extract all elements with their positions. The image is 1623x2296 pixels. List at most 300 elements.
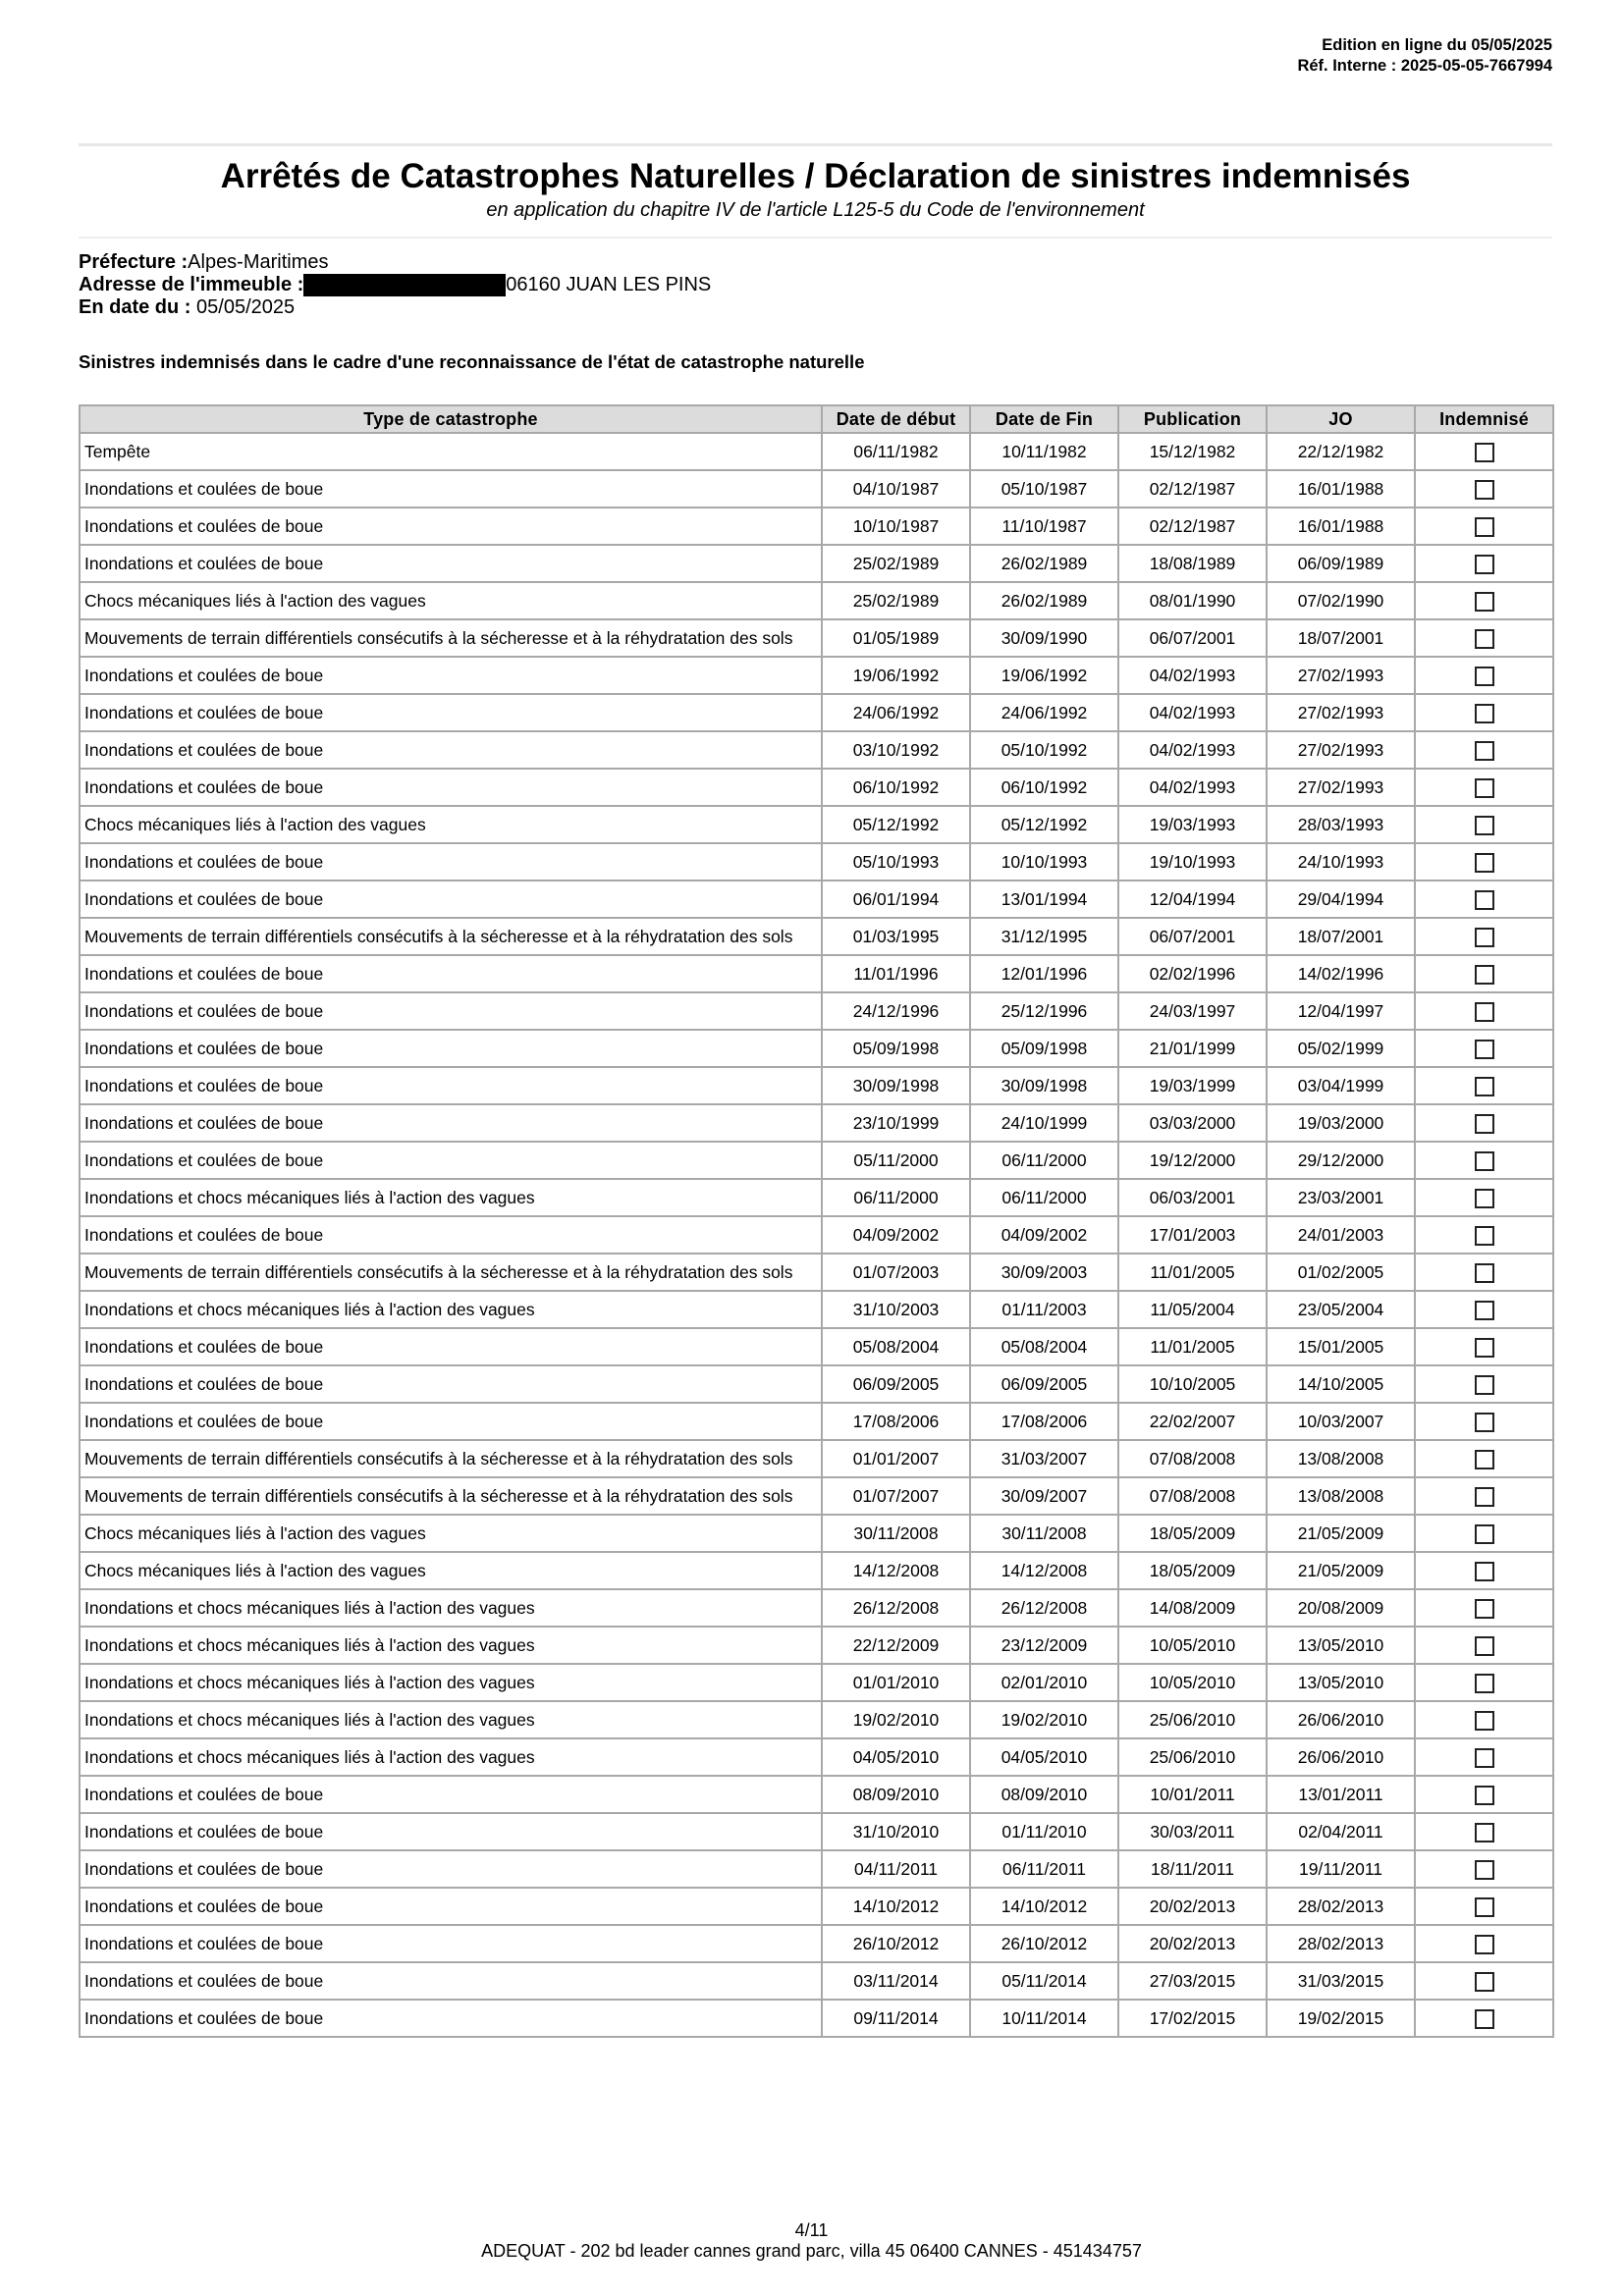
- indemnified-checkbox[interactable]: [1475, 741, 1494, 761]
- cell-start-date: 05/11/2000: [822, 1142, 970, 1179]
- cell-end-date: 30/09/1990: [970, 619, 1118, 657]
- cell-publication: 18/08/1989: [1118, 545, 1267, 582]
- cell-start-date: 26/12/2008: [822, 1589, 970, 1627]
- table-row: [80, 582, 1553, 619]
- cell-jo: 13/05/2010: [1267, 1664, 1415, 1701]
- cell-end-date: 02/01/2010: [970, 1664, 1118, 1701]
- header-publication: Publication: [1118, 405, 1267, 433]
- cell-end-date: 01/11/2003: [970, 1291, 1118, 1328]
- indemnified-checkbox[interactable]: [1475, 1151, 1494, 1171]
- cell-end-date: 01/11/2010: [970, 1813, 1118, 1850]
- catastrophe-table: [79, 404, 1554, 2038]
- cell-start-date: 01/03/1995: [822, 918, 970, 955]
- indemnified-checkbox[interactable]: [1475, 1786, 1494, 1805]
- cell-type: Inondations et coulées de boue: [80, 1328, 822, 1365]
- cell-end-date: 19/06/1992: [970, 657, 1118, 694]
- cell-end-date: 05/11/2014: [970, 1962, 1118, 2000]
- subtitle-divider: [79, 237, 1552, 239]
- indemnified-checkbox[interactable]: [1475, 480, 1494, 500]
- cell-type: Inondations et coulées de boue: [80, 769, 822, 806]
- cell-end-date: 06/10/1992: [970, 769, 1118, 806]
- table-row: [80, 2000, 1553, 2037]
- indemnified-checkbox[interactable]: [1475, 1375, 1494, 1395]
- cell-type: Mouvements de terrain différentiels consécutifs à la sécheresse et à la réhydratation des sols: [80, 1477, 822, 1515]
- cell-indemnified: [1415, 657, 1553, 694]
- address-row: [79, 274, 711, 296]
- top-divider: [79, 143, 1552, 146]
- cell-indemnified: [1415, 1776, 1553, 1813]
- cell-indemnified: [1415, 1291, 1553, 1328]
- cell-start-date: 26/10/2012: [822, 1925, 970, 1962]
- prefecture-label: Préfecture :: [79, 251, 189, 273]
- cell-publication: 08/01/1990: [1118, 582, 1267, 619]
- cell-publication: 19/12/2000: [1118, 1142, 1267, 1179]
- cell-publication: 10/05/2010: [1118, 1627, 1267, 1664]
- cell-end-date: 26/02/1989: [970, 545, 1118, 582]
- cell-start-date: 01/01/2007: [822, 1440, 970, 1477]
- table-row: [80, 1515, 1553, 1552]
- cell-jo: 05/02/1999: [1267, 1030, 1415, 1067]
- cell-indemnified: [1415, 731, 1553, 769]
- cell-publication: 19/10/1993: [1118, 843, 1267, 881]
- cell-jo: 21/05/2009: [1267, 1552, 1415, 1589]
- cell-jo: 22/12/1982: [1267, 433, 1415, 470]
- cell-type: Inondations et coulées de boue: [80, 545, 822, 582]
- cell-end-date: 25/12/1996: [970, 992, 1118, 1030]
- cell-start-date: 22/12/2009: [822, 1627, 970, 1664]
- indemnified-checkbox[interactable]: [1475, 1636, 1494, 1656]
- address-label: Adresse de l'immeuble :: [79, 274, 304, 295]
- cell-start-date: 19/02/2010: [822, 1701, 970, 1738]
- cell-jo: 29/04/1994: [1267, 881, 1415, 918]
- cell-start-date: 31/10/2010: [822, 1813, 970, 1850]
- cell-start-date: 30/09/1998: [822, 1067, 970, 1104]
- cell-jo: 15/01/2005: [1267, 1328, 1415, 1365]
- cell-end-date: 10/11/2014: [970, 2000, 1118, 2037]
- indemnified-checkbox[interactable]: [1475, 965, 1494, 985]
- cell-type: Inondations et coulées de boue: [80, 694, 822, 731]
- cell-type: Tempête: [80, 433, 822, 470]
- table-row: [80, 992, 1553, 1030]
- cell-end-date: 30/09/1998: [970, 1067, 1118, 1104]
- cell-indemnified: [1415, 1925, 1553, 1962]
- indemnified-checkbox[interactable]: [1475, 853, 1494, 873]
- cell-publication: 18/11/2011: [1118, 1850, 1267, 1888]
- redaction-bar: [303, 274, 506, 296]
- indemnified-checkbox[interactable]: [1475, 1114, 1494, 1134]
- cell-type: Chocs mécaniques liés à l'action des vagues: [80, 1515, 822, 1552]
- cell-type: Chocs mécaniques liés à l'action des vagues: [80, 1552, 822, 1589]
- internal-reference: Réf. Interne : 2025-05-05-7667994: [1297, 57, 1552, 75]
- table-row: [80, 843, 1553, 881]
- cell-end-date: 26/12/2008: [970, 1589, 1118, 1627]
- table-row: [80, 1142, 1553, 1179]
- address-value: 06160 JUAN LES PINS: [506, 274, 712, 295]
- cell-start-date: 06/11/1982: [822, 433, 970, 470]
- cell-jo: 27/02/1993: [1267, 731, 1415, 769]
- indemnified-checkbox[interactable]: [1475, 1748, 1494, 1768]
- cell-indemnified: [1415, 2000, 1553, 2037]
- cell-end-date: 26/10/2012: [970, 1925, 1118, 1962]
- cell-indemnified: [1415, 1254, 1553, 1291]
- cell-indemnified: [1415, 507, 1553, 545]
- date-value: 05/05/2025: [196, 296, 296, 318]
- cell-publication: 27/03/2015: [1118, 1962, 1267, 2000]
- cell-end-date: 12/01/1996: [970, 955, 1118, 992]
- cell-jo: 01/02/2005: [1267, 1254, 1415, 1291]
- cell-start-date: 04/10/1987: [822, 470, 970, 507]
- cell-type: Inondations et coulées de boue: [80, 992, 822, 1030]
- indemnified-checkbox[interactable]: [1475, 1897, 1494, 1917]
- cell-indemnified: [1415, 1888, 1553, 1925]
- cell-type: Inondations et coulées de boue: [80, 843, 822, 881]
- table-row: [80, 1328, 1553, 1365]
- cell-jo: 13/08/2008: [1267, 1477, 1415, 1515]
- indemnified-checkbox[interactable]: [1475, 1524, 1494, 1544]
- indemnified-checkbox[interactable]: [1475, 1077, 1494, 1096]
- cell-end-date: 04/09/2002: [970, 1216, 1118, 1254]
- indemnified-checkbox[interactable]: [1475, 1562, 1494, 1581]
- table-row: [80, 1477, 1553, 1515]
- cell-jo: 12/04/1997: [1267, 992, 1415, 1030]
- indemnified-checkbox[interactable]: [1475, 1711, 1494, 1731]
- cell-type: Inondations et coulées de boue: [80, 657, 822, 694]
- cell-publication: 04/02/1993: [1118, 731, 1267, 769]
- cell-start-date: 08/09/2010: [822, 1776, 970, 1813]
- indemnified-checkbox[interactable]: [1475, 443, 1494, 462]
- cell-jo: 23/05/2004: [1267, 1291, 1415, 1328]
- cell-start-date: 05/10/1993: [822, 843, 970, 881]
- cell-end-date: 11/10/1987: [970, 507, 1118, 545]
- header-jo: JO: [1267, 405, 1415, 433]
- cell-jo: 28/02/2013: [1267, 1925, 1415, 1962]
- cell-end-date: 26/02/1989: [970, 582, 1118, 619]
- indemnified-checkbox[interactable]: [1475, 1599, 1494, 1619]
- cell-indemnified: [1415, 992, 1553, 1030]
- indemnified-checkbox[interactable]: [1475, 928, 1494, 947]
- cell-indemnified: [1415, 1179, 1553, 1216]
- cell-indemnified: [1415, 1701, 1553, 1738]
- cell-publication: 11/01/2005: [1118, 1328, 1267, 1365]
- cell-indemnified: [1415, 1664, 1553, 1701]
- cell-start-date: 05/09/1998: [822, 1030, 970, 1067]
- cell-start-date: 06/01/1994: [822, 881, 970, 918]
- cell-indemnified: [1415, 619, 1553, 657]
- cell-indemnified: [1415, 1627, 1553, 1664]
- indemnified-checkbox[interactable]: [1475, 629, 1494, 649]
- cell-type: Mouvements de terrain différentiels consécutifs à la sécheresse et à la réhydratation des sols: [80, 1440, 822, 1477]
- cell-start-date: 04/09/2002: [822, 1216, 970, 1254]
- cell-start-date: 06/11/2000: [822, 1179, 970, 1216]
- cell-indemnified: [1415, 1515, 1553, 1552]
- cell-publication: 11/05/2004: [1118, 1291, 1267, 1328]
- indemnified-checkbox[interactable]: [1475, 1226, 1494, 1246]
- indemnified-checkbox[interactable]: [1475, 778, 1494, 798]
- cell-type: Inondations et coulées de boue: [80, 955, 822, 992]
- table-row: [80, 1030, 1553, 1067]
- cell-publication: 07/08/2008: [1118, 1477, 1267, 1515]
- cell-indemnified: [1415, 1104, 1553, 1142]
- cell-publication: 30/03/2011: [1118, 1813, 1267, 1850]
- table-row: [80, 619, 1553, 657]
- section-title: Sinistres indemnisés dans le cadre d'une reconnaissance de l'état de catastrophe naturelle: [79, 351, 865, 372]
- cell-publication: 21/01/1999: [1118, 1030, 1267, 1067]
- cell-indemnified: [1415, 881, 1553, 918]
- cell-indemnified: [1415, 694, 1553, 731]
- cell-type: Inondations et coulées de boue: [80, 2000, 822, 2037]
- cell-indemnified: [1415, 433, 1553, 470]
- page-number: 4/11: [794, 2220, 829, 2240]
- cell-type: Inondations et chocs mécaniques liés à l'action des vagues: [80, 1627, 822, 1664]
- table-row: [80, 806, 1553, 843]
- table-row: [80, 1291, 1553, 1328]
- indemnified-checkbox[interactable]: [1475, 1263, 1494, 1283]
- cell-type: Inondations et coulées de boue: [80, 1216, 822, 1254]
- cell-jo: 24/10/1993: [1267, 843, 1415, 881]
- cell-publication: 04/02/1993: [1118, 657, 1267, 694]
- cell-end-date: 31/12/1995: [970, 918, 1118, 955]
- indemnified-checkbox[interactable]: [1475, 1935, 1494, 1954]
- cell-start-date: 23/10/1999: [822, 1104, 970, 1142]
- indemnified-checkbox[interactable]: [1475, 1450, 1494, 1469]
- cell-publication: 06/07/2001: [1118, 619, 1267, 657]
- cell-jo: 19/03/2000: [1267, 1104, 1415, 1142]
- table-row: [80, 1104, 1553, 1142]
- cell-end-date: 06/11/2011: [970, 1850, 1118, 1888]
- cell-start-date: 19/06/1992: [822, 657, 970, 694]
- cell-jo: 06/09/1989: [1267, 545, 1415, 582]
- table-row: [80, 731, 1553, 769]
- cell-type: Inondations et coulées de boue: [80, 1403, 822, 1440]
- cell-start-date: 11/01/1996: [822, 955, 970, 992]
- cell-publication: 11/01/2005: [1118, 1254, 1267, 1291]
- cell-jo: 10/03/2007: [1267, 1403, 1415, 1440]
- cell-type: Chocs mécaniques liés à l'action des vagues: [80, 582, 822, 619]
- cell-end-date: 24/10/1999: [970, 1104, 1118, 1142]
- cell-indemnified: [1415, 843, 1553, 881]
- cell-start-date: 01/01/2010: [822, 1664, 970, 1701]
- cell-publication: 20/02/2013: [1118, 1925, 1267, 1962]
- cell-indemnified: [1415, 806, 1553, 843]
- table-row: [80, 1365, 1553, 1403]
- indemnified-checkbox[interactable]: [1475, 1972, 1494, 1992]
- cell-end-date: 13/01/1994: [970, 881, 1118, 918]
- cell-start-date: 01/07/2003: [822, 1254, 970, 1291]
- indemnified-checkbox[interactable]: [1475, 667, 1494, 686]
- cell-publication: 02/12/1987: [1118, 507, 1267, 545]
- indemnified-checkbox[interactable]: [1475, 592, 1494, 612]
- table-row: [80, 918, 1553, 955]
- edition-header: [1297, 35, 1552, 77]
- cell-indemnified: [1415, 1477, 1553, 1515]
- cell-publication: 02/02/1996: [1118, 955, 1267, 992]
- table-row: [80, 1813, 1553, 1850]
- table-row: [80, 1738, 1553, 1776]
- indemnified-checkbox[interactable]: [1475, 1338, 1494, 1358]
- cell-publication: 10/05/2010: [1118, 1664, 1267, 1701]
- cell-indemnified: [1415, 582, 1553, 619]
- cell-end-date: 19/02/2010: [970, 1701, 1118, 1738]
- cell-start-date: 01/05/1989: [822, 619, 970, 657]
- cell-type: Inondations et coulées de boue: [80, 1850, 822, 1888]
- indemnified-checkbox[interactable]: [1475, 517, 1494, 537]
- cell-start-date: 03/11/2014: [822, 1962, 970, 2000]
- indemnified-checkbox[interactable]: [1475, 555, 1494, 574]
- cell-type: Mouvements de terrain différentiels consécutifs à la sécheresse et à la réhydratation des sols: [80, 918, 822, 955]
- cell-jo: 14/10/2005: [1267, 1365, 1415, 1403]
- cell-type: Inondations et coulées de boue: [80, 1813, 822, 1850]
- date-label: En date du :: [79, 296, 191, 318]
- indemnified-checkbox[interactable]: [1475, 1413, 1494, 1432]
- table-row: [80, 657, 1553, 694]
- cell-type: Inondations et coulées de boue: [80, 1104, 822, 1142]
- cell-end-date: 06/09/2005: [970, 1365, 1118, 1403]
- cell-jo: 13/05/2010: [1267, 1627, 1415, 1664]
- cell-start-date: 04/11/2011: [822, 1850, 970, 1888]
- prefecture-value: Alpes-Maritimes: [188, 251, 329, 273]
- cell-type: Inondations et coulées de boue: [80, 881, 822, 918]
- cell-type: Inondations et coulées de boue: [80, 1365, 822, 1403]
- table-row: [80, 1850, 1553, 1888]
- cell-publication: 02/12/1987: [1118, 470, 1267, 507]
- cell-indemnified: [1415, 1440, 1553, 1477]
- cell-jo: 28/03/1993: [1267, 806, 1415, 843]
- cell-indemnified: [1415, 1552, 1553, 1589]
- indemnified-checkbox[interactable]: [1475, 1674, 1494, 1693]
- cell-type: Inondations et chocs mécaniques liés à l'action des vagues: [80, 1589, 822, 1627]
- indemnified-checkbox[interactable]: [1475, 1301, 1494, 1320]
- cell-indemnified: [1415, 1365, 1553, 1403]
- cell-jo: 27/02/1993: [1267, 694, 1415, 731]
- cell-type: Inondations et chocs mécaniques liés à l'action des vagues: [80, 1738, 822, 1776]
- cell-jo: 16/01/1988: [1267, 470, 1415, 507]
- cell-indemnified: [1415, 918, 1553, 955]
- cell-publication: 19/03/1993: [1118, 806, 1267, 843]
- table-row: [80, 1962, 1553, 2000]
- table-row: [80, 1440, 1553, 1477]
- indemnified-checkbox[interactable]: [1475, 1189, 1494, 1208]
- cell-end-date: 05/10/1992: [970, 731, 1118, 769]
- cell-publication: 18/05/2009: [1118, 1515, 1267, 1552]
- table-row: [80, 1627, 1553, 1664]
- table-row: [80, 769, 1553, 806]
- table-row: [80, 1664, 1553, 1701]
- cell-type: Inondations et coulées de boue: [80, 731, 822, 769]
- table-row: [80, 1179, 1553, 1216]
- cell-jo: 13/01/2011: [1267, 1776, 1415, 1813]
- table-row: [80, 694, 1553, 731]
- indemnified-checkbox[interactable]: [1475, 1823, 1494, 1842]
- cell-type: Inondations et coulées de boue: [80, 1888, 822, 1925]
- cell-type: Inondations et coulées de boue: [80, 1030, 822, 1067]
- cell-start-date: 14/12/2008: [822, 1552, 970, 1589]
- cell-end-date: 10/10/1993: [970, 843, 1118, 881]
- cell-indemnified: [1415, 1962, 1553, 2000]
- cell-publication: 19/03/1999: [1118, 1067, 1267, 1104]
- indemnified-checkbox[interactable]: [1475, 1860, 1494, 1880]
- indemnified-checkbox[interactable]: [1475, 2009, 1494, 2029]
- cell-publication: 18/05/2009: [1118, 1552, 1267, 1589]
- cell-jo: 31/03/2015: [1267, 1962, 1415, 2000]
- cell-publication: 14/08/2009: [1118, 1589, 1267, 1627]
- indemnified-checkbox[interactable]: [1475, 1040, 1494, 1059]
- table-row: [80, 955, 1553, 992]
- cell-start-date: 24/06/1992: [822, 694, 970, 731]
- cell-publication: 06/07/2001: [1118, 918, 1267, 955]
- cell-indemnified: [1415, 1030, 1553, 1067]
- cell-start-date: 05/08/2004: [822, 1328, 970, 1365]
- cell-end-date: 05/10/1987: [970, 470, 1118, 507]
- cell-start-date: 25/02/1989: [822, 545, 970, 582]
- cell-start-date: 01/07/2007: [822, 1477, 970, 1515]
- cell-start-date: 31/10/2003: [822, 1291, 970, 1328]
- cell-indemnified: [1415, 1142, 1553, 1179]
- cell-publication: 25/06/2010: [1118, 1738, 1267, 1776]
- indemnified-checkbox[interactable]: [1475, 704, 1494, 723]
- cell-jo: 18/07/2001: [1267, 918, 1415, 955]
- date-row: [79, 296, 711, 319]
- cell-jo: 18/07/2001: [1267, 619, 1415, 657]
- cell-end-date: 23/12/2009: [970, 1627, 1118, 1664]
- cell-type: Inondations et chocs mécaniques liés à l'action des vagues: [80, 1179, 822, 1216]
- indemnified-checkbox[interactable]: [1475, 1487, 1494, 1507]
- cell-indemnified: [1415, 1589, 1553, 1627]
- cell-indemnified: [1415, 955, 1553, 992]
- cell-start-date: 10/10/1987: [822, 507, 970, 545]
- cell-start-date: 09/11/2014: [822, 2000, 970, 2037]
- indemnified-checkbox[interactable]: [1475, 890, 1494, 910]
- cell-jo: 29/12/2000: [1267, 1142, 1415, 1179]
- cell-publication: 22/02/2007: [1118, 1403, 1267, 1440]
- cell-type: Inondations et chocs mécaniques liés à l'action des vagues: [80, 1291, 822, 1328]
- cell-indemnified: [1415, 1738, 1553, 1776]
- table-row: [80, 1254, 1553, 1291]
- cell-publication: 03/03/2000: [1118, 1104, 1267, 1142]
- page-subtitle: en application du chapitre IV de l'article L125-5 du Code de l'environnement: [486, 199, 1145, 221]
- cell-publication: 06/03/2001: [1118, 1179, 1267, 1216]
- cell-jo: 23/03/2001: [1267, 1179, 1415, 1216]
- cell-end-date: 06/11/2000: [970, 1179, 1118, 1216]
- cell-publication: 25/06/2010: [1118, 1701, 1267, 1738]
- header-indemnified: Indemnisé: [1415, 405, 1553, 433]
- cell-end-date: 17/08/2006: [970, 1403, 1118, 1440]
- cell-jo: 27/02/1993: [1267, 769, 1415, 806]
- cell-indemnified: [1415, 1850, 1553, 1888]
- property-info: [79, 251, 711, 319]
- cell-start-date: 24/12/1996: [822, 992, 970, 1030]
- cell-end-date: 05/09/1998: [970, 1030, 1118, 1067]
- cell-end-date: 06/11/2000: [970, 1142, 1118, 1179]
- page-title: Arrêtés de Catastrophes Naturelles / Déclaration de sinistres indemnisés: [220, 157, 1411, 195]
- cell-end-date: 14/12/2008: [970, 1552, 1118, 1589]
- table-row: [80, 433, 1553, 470]
- indemnified-checkbox[interactable]: [1475, 1002, 1494, 1022]
- cell-publication: 04/02/1993: [1118, 694, 1267, 731]
- cell-type: Inondations et coulées de boue: [80, 470, 822, 507]
- cell-type: Chocs mécaniques liés à l'action des vagues: [80, 806, 822, 843]
- cell-publication: 17/01/2003: [1118, 1216, 1267, 1254]
- cell-publication: 15/12/1982: [1118, 433, 1267, 470]
- cell-type: Inondations et chocs mécaniques liés à l'action des vagues: [80, 1701, 822, 1738]
- cell-publication: 24/03/1997: [1118, 992, 1267, 1030]
- table-row: [80, 1403, 1553, 1440]
- table-row: [80, 545, 1553, 582]
- indemnified-checkbox[interactable]: [1475, 816, 1494, 835]
- cell-end-date: 05/12/1992: [970, 806, 1118, 843]
- cell-jo: 26/06/2010: [1267, 1738, 1415, 1776]
- cell-jo: 19/11/2011: [1267, 1850, 1415, 1888]
- cell-indemnified: [1415, 1403, 1553, 1440]
